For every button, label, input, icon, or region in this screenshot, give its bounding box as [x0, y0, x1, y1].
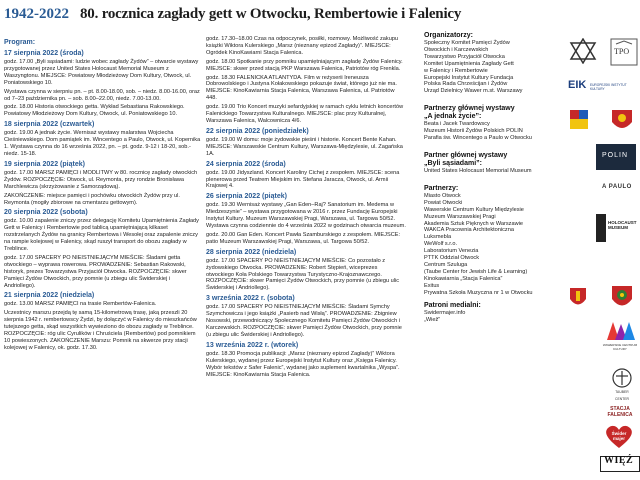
organizers-title: Organizatorzy: — [424, 32, 474, 39]
partners-main-subtitle: „A jednak życie”: — [424, 113, 482, 121]
tauber-logo — [608, 368, 636, 401]
program-entry: godz. 18.30 Promocja publikacji: „Marsz (nieznany epizod Zagłady)” Wiktora Kulerskiego, wydanej przez Europejski Instytut Kultury oraz „Księga Falenicy. Wybór tekstów z Safer Falenic”, wydanej jako suplement kwartalnika „Wyspa”. MIEJSCE: KinoKawiarnia Stacja Falenica. — [206, 350, 400, 378]
eik-logo — [568, 80, 638, 100]
partner-item: Prywatna Szkoła Muzyczna nr 1 w Otwocku — [424, 289, 533, 296]
swidermajer-logo — [602, 424, 636, 450]
wiez-logo — [600, 456, 640, 472]
header-years: 1942-2022 — [4, 6, 69, 22]
program-entry: godz. 17.00 SPACERY PO NIEISTNIEJĄCYM MIEŚCIE: Śladami getta otwockiego – wyprawa rowerowa. PROWADZENIE: Sebastian Rakowski, historyk, prezes Towarzystwa Przyjaciół Otwocka. ROZPOCZĘCIE: skwer Pamięci Żydów Otwockich, przy pomnie (u zbiegu ulic Świderskiej i Andriollego). — [4, 254, 187, 289]
program-entry: godz. 18.30 FALENICKA ATLANTYDA. Film w reżyserii Ireneusza Dobrowolskiego i Justyna Kołakowskiego pokazuje świat, którego już nie ma. MIEJSCE: KinoKawiarnia Stacja Falenica, Warszawa Falenica, ul. Patriotów 448. — [206, 74, 397, 102]
partner-item: Kinokawiarnia „Stacja Falenica” — [424, 275, 503, 282]
stacja-falenica-text: STACJA FALENICA — [607, 406, 633, 418]
program-entry: godz. 10.00 zapalenie zniczy przez delegację Komitetu Upamiętnienia Zagłady Gett w Falenicy i Rembertowie pod tablicą upamiętniającą kilkaset rozstrzelanych Żydów na granicy Rembertowa i Wesołej oraz zapalenie zniczy na rampie kolejowej w Falenicy, skąd ruszył transport do obozu zagłady w Treblince. — [4, 218, 199, 253]
credits-column — [424, 32, 564, 329]
day-heading: 17 sierpnia 2022 (środa) — [4, 50, 84, 57]
eik-logo-text: EIK — [568, 79, 587, 91]
day-heading: 3 września 2022 r. (sobota) — [206, 295, 295, 303]
program-entry: godz. 17.30–18.00 Czas na odpoczynek, posiłki, rozmowy. Możliwość zakupu książki Wiktora Kulerskiego „Marsz (nieznany epizod Zagłady)”. MIEJSCE: Ogródek KinoKawiarni Stacja Falenica. — [206, 36, 399, 56]
partner-item: Centrum Szuluga — [424, 261, 468, 268]
day-heading: 20 sierpnia 2022 (sobota) — [4, 209, 88, 217]
partner-item: Wawerskie Centrum Kultury Międzylesie — [424, 206, 524, 213]
program-entry: godz. 18.00 Historia otwockiego getta. Wykład Sebastiana Rakowskiego. Powiatowy Młodzieżowy Dom Kultury, Otwock, ul. Poniatowskiego 10. — [4, 104, 185, 118]
media-item: „Wiež” — [424, 317, 441, 324]
stacja-falenica-logo — [602, 406, 638, 420]
partners-main-title: Partnerzy głównej wystawy — [424, 105, 515, 113]
program-entry: godz. 17.00 MARSZ PAMIĘCI i MODLITWY w 80. rocznicę zagłady otwockich Żydów. ROZPOCZĘCIE: Otwock, ul. Reymonta, przy rondzie Bronisława Marchlewicza (skrzyżowanie z Samorządową). — [4, 169, 198, 190]
organizer-item: Europejski Instytut Kultury Fundacja — [424, 74, 514, 81]
partner-item: Muzeum Historii Żydów Polskich POLIN — [424, 128, 523, 135]
organizer-item: Urząd Dzielnicy Wawer m.st. Warszawy — [424, 88, 523, 95]
powiat-crest-icon — [610, 284, 634, 312]
partner-item: Muzeum Warszawskiej Pragi — [424, 213, 496, 220]
program-entry: godz. 19.00 W domu: moje żydowskie pieśni i historie. Koncert Bente Kahan. MIEJSCE: Warszawskie Centrum Kultury, Warszawa-Międzylesie, ul. Zagańska 1A. — [206, 136, 403, 157]
partner-item: WeWolf s.r.o. — [424, 241, 458, 248]
partner-item: Laboratorium Venezia — [424, 248, 479, 255]
program-entry: Wystawa czynna w sierpniu pn. – pt. 8.00-18.00, sob. – niedz. 8.00-16.00, oraz od 7–23 października pn. – sob. 8.00–22.00, niedz. 7.00-13.00. — [4, 88, 200, 102]
swidermajer-text: Świder majer — [611, 431, 627, 441]
program-entry: godz. 20.00 Gan Eden. Koncert Pawła Szamburskiego z zespołem. MIEJSCE: patio Muzeum Warszawskiej Pragi, Warszawa, ul. Targowa 50/52. — [206, 231, 401, 245]
partner-exhibit-block — [424, 152, 564, 175]
partner-item: Miasto Otwock — [424, 192, 461, 199]
tpo-logo-text: TPO — [614, 47, 630, 56]
partner-item: PTTK Oddział Otwock — [424, 255, 480, 262]
tauber-text: TAUBER CENTER — [615, 390, 629, 401]
program-entry: godz. 19.00 Jidyszland. Koncert Karoliny Cichej z zespołem. MIEJSCE: scena plenerowa przed Teatrem Miejskim im. Stefana Jaracza, Otwock, ul. Armii Krajowej 4. — [206, 169, 400, 190]
partners-title: Partnerzy: — [424, 184, 459, 192]
program-label: Program: — [4, 39, 36, 46]
wawerskie-logo — [602, 320, 638, 354]
day-heading: 13 września 2022 r. (wtorek) — [206, 341, 299, 349]
otwock-crest-icon — [568, 286, 588, 310]
day-heading: 26 sierpnia 2022 (piątek) — [206, 193, 287, 201]
organizer-item: Towarzystwo Przyjaciół Otwocka — [424, 53, 505, 60]
partner-item: WAKCA Pracownia Architektoniczna — [424, 227, 514, 234]
organizers-block — [424, 32, 564, 95]
organizer-item: Komitet Upamiętnienia Zagłady Gett — [424, 60, 514, 67]
wiez-text: WIĘŹ — [604, 455, 634, 466]
polin-logo-text: POLIN — [602, 152, 629, 159]
partner-item: Akademia Sztuk Pięknych w Warszawie — [424, 220, 523, 227]
program-entry: godz. 19.00 A jednak życie. Wernisaż wystawy malarstwa Wojciecha Cieśniewskiego. Dom pamiątek im. Wincentego a Paulo, Otwock, ul. Kopernika 1. Wystawa czynna do 16 września 2022, pn. – pt. godz. 9-12 i 18-20, sob.-niedz. 15-18. — [4, 130, 201, 157]
tpo-logo — [610, 38, 638, 66]
partners-main-block — [424, 105, 564, 142]
program-entry: godz. 18.00 Spotkanie przy pomniku upamiętniającym zagładę Żydów Falenicy. MIEJSCE: skwer przed stacją PKP Warszawa Falenica, Patriotów róg Frenkla. — [206, 58, 403, 72]
program-entry: godz. 17.00 SPACERY PO NIEISTNIEJĄCYM MIEŚCIE: Co pozostało z żydowskiego Otwocka. PROWADZENIE: Robert Stępień, wiceprezes otwockiego Koła Polskiego Towarzystwa Turystyczno-Krajoznawczego. ROZPOCZĘCIE: skwer Pamięci Żydów Otwockich, przy pomnie (u zbiegu ulic Świderskiej i Andriollego). — [206, 257, 400, 292]
day-heading: 21 sierpnia 2022 (niedziela) — [4, 292, 95, 300]
page-header — [0, 0, 640, 34]
partner-item: Luksmebla — [424, 234, 452, 241]
program-entry: Uczestnicy marszu przejdą tę samą 15-kilometrową trasę, jaką przeszli 20 sierpnia 1942 r. rembertowscy Żydzi, by dołączyć w Falenicy do mieszkańców tutejszego getta, skąd wszystkich wywieziono do obozu zagłady w Treblince. ROZPOCZĘCIE: róg ulic Cyrulików i Chruściela (Rembertów) pod pomnikiem 10 powieszonych. ZAKOŃCZENIE Marszu: Pomnik na skwerze przy stacji kolejowej w Falenicy, ok. godz. 17.30. — [4, 310, 197, 351]
program-entry: godz. 17.00 SPACERY PO NIEISTNIEJĄCYM MIEŚCIE: Śladami Symchy Szymchowicza i jego książki „Pasierb nad Wisłą”. PROWADZENIE: Zbigniew Nosowski, przewodniczący Społecznego Komitetu Pamięci Żydów Otwockich i Karczewskich. ROZPOCZĘCIE: skwer Pamięci Żydów Otwockich, przy pomnie (u zbiegu ulic Świderskiej i Andriollego). — [206, 304, 402, 338]
program-column-1 — [4, 36, 201, 354]
wawerskie-text: WAWERSKIE CENTRUM KULTURY — [602, 343, 638, 351]
day-heading: 28 sierpnia 2022 (niedziela) — [206, 248, 297, 256]
media-title: Patroni medialni: — [424, 302, 481, 310]
holocaust-museum-logo — [596, 214, 638, 244]
program-entry: godz. 13.00 MARSZ PAMIĘCI na trasie Rembertów-Falenica. — [4, 301, 157, 308]
a-paulo-text: A PAULO — [602, 184, 632, 190]
partner-exhibit-subtitle: „Byli sąsiadami”: — [424, 159, 482, 167]
pcchr-logo — [568, 108, 590, 132]
program-entry: godz. 19.00 Trio Koncert muzyki sefardyjskiej w ramach cyklu letnich koncertów Falenickiego Towarzystwa Kulturalnego. MIEJSCE: plac przy Kulturalnej, Warszawa Falenica, Walcownicza 4/6. — [206, 104, 404, 124]
partner-exhibit-title: Partner głównej wystawy — [424, 151, 508, 159]
day-heading: 19 sierpnia 2022 (piątek) — [4, 160, 85, 168]
eik-logo-sub: EUROPEJSKI INSTYTUT KULTURY — [590, 83, 627, 91]
day-heading: 22 sierpnia 2022 (poniedziałek) — [206, 127, 309, 135]
organizer-item: Społeczny Komitet Pamięci Żydów — [424, 40, 510, 46]
partner-item: Parafia św. Wincentego a Paulo w Otwocku — [424, 135, 532, 142]
organizer-item: Otwockich i Karczewskich — [424, 46, 489, 53]
day-heading: 24 sierpnia 2022 (środa) — [206, 160, 286, 168]
media-item: Swidermajer.info — [424, 310, 466, 317]
polin-logo — [596, 144, 636, 170]
partner-item: United States Holocaust Memorial Museum — [424, 167, 532, 174]
media-block — [424, 302, 564, 324]
holocaust-museum-mark — [596, 214, 606, 242]
program-column-2 — [206, 36, 406, 380]
program-entry: godz. 17.00 „Byli sąsiadami: ludzie wobec zagłady Żydów” – otwarcie wystawy przygotowanej przez United States Holocaust Memorial Museum z Waszyngtonu. MIEJSCE: Powiatowy Młodzieżowy Dom Kultury, Otwock, ul. Poniatowskiego 10. — [4, 59, 199, 86]
day-heading: 18 sierpnia 2022 (czwartek) — [4, 121, 95, 129]
header-title: 80. rocznica zagłady gett w Otwocku, Rembertowie i Falenicy — [80, 6, 462, 22]
program-entry: godz. 19.30 Wernisaż wystawy „Gan Eden–Raj? Sanatorium im. Medema w Miedzeszynie” – wystawa przygotowana w 2016 r. przez Fundację Europejski Instytut Kultury. Muzeum Warszawskiej Pragi, Warszawa, ul. Targowa 50/52. Wystawa czynna codziennie do 4 września 2022 w godzinach otwarcia muzeum. — [206, 202, 406, 230]
partner-item: Powiat Otwocki — [424, 199, 463, 206]
wawer-crest-icon — [608, 108, 636, 134]
organizer-item: w Falenicy i Rembertowie — [424, 67, 488, 74]
partners-block — [424, 185, 564, 297]
partner-item: (Taube Center for Jewish Life & Learning) — [424, 268, 528, 275]
holocaust-museum-text: HOLOCAUST MUSEUM — [608, 220, 637, 231]
star-of-david-icon — [568, 38, 598, 64]
a-paulo-logo — [602, 176, 636, 202]
partner-item: Beata i Jacek Twardowscy — [424, 121, 490, 128]
partner-item: Exitus — [424, 282, 440, 289]
program-entry: ZAKOŃCZENIE: miejsce pamięci i pochówku otwockich Żydów przy ul. Reymonta (mogiły zbiorowe na cmentarzu gettowym). — [4, 192, 180, 206]
organizer-item: Polska Rada Chrześcijan i Żydów — [424, 81, 508, 88]
